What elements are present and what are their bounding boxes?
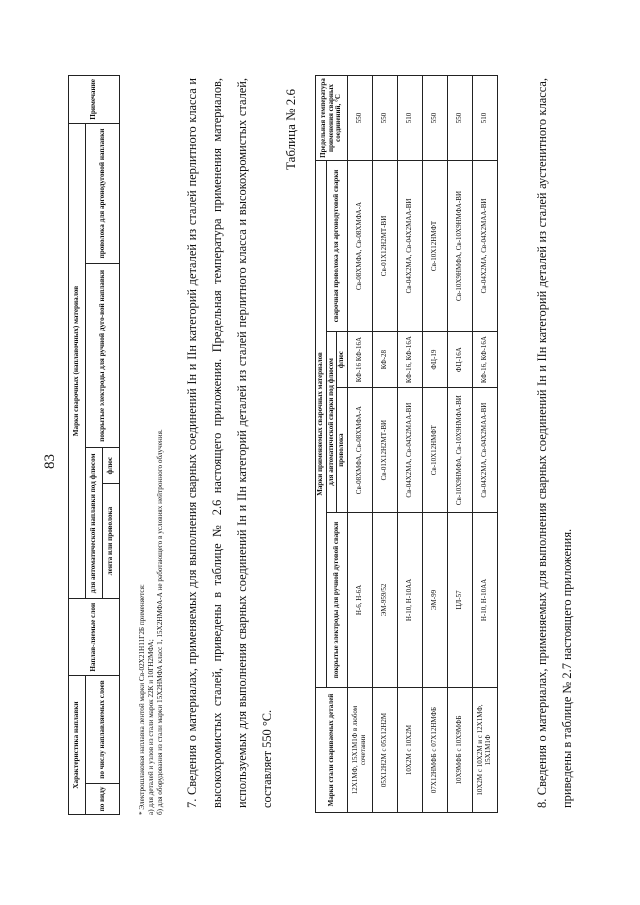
cell-argon: Св-08ХМФА, Св-08ХМФА-А [348, 161, 373, 332]
cell-steel: 10Х2М с 10Х2М и с 12Х1МФ, 15Х1М1Ф [473, 688, 498, 813]
cell-wire: Св-10Х9НМФА, Св-10Х9НМФА-ВИ [448, 388, 473, 513]
cell-steel: 05Х12Н2М с 05Х12Н2М [373, 688, 398, 813]
cell-temp: 510 [398, 76, 423, 161]
cell-wire: Св-01Х12Н2МТ-ВИ [373, 388, 398, 513]
surfacing-table [68, 75, 120, 815]
cell-steel: 10Х9МФБ с 10Х9МФБ [448, 688, 473, 813]
cell-temp: 550 [373, 76, 398, 161]
table-row [423, 76, 448, 813]
cell-argon: Св-04Х2МА, Св-04Х2МАА-ВИ [473, 161, 498, 332]
cell-temp: 550 [348, 76, 373, 161]
th-auto: для автоматической наплавки под флюсом [86, 448, 103, 599]
th-tape: лента или проволока [103, 483, 120, 599]
cell-flux: КФ-16 КФ-16А [348, 331, 373, 387]
table-notes [138, 75, 165, 815]
cell-argon: Св-01Х12Н2МТ-ВИ [373, 161, 398, 332]
th-flux: флюс [103, 448, 120, 483]
cell-electrodes: Н-10, Н-10АА [398, 512, 423, 687]
th-auto: для автоматической сварки под флюсом [326, 331, 337, 512]
table-row [373, 76, 398, 813]
paragraph-7: 7. Сведения о материалах, применяемых для выполнения сварных соединений Iн и IIн категорий деталей из сталей перлитного класса и высокохромистых сталей, приведены в таблице № 2.6 настоящего приложения. Предельная температура применения материалов, используемых для выполнения сварных соединений Iн и IIн категорий деталей из сталей перлитного класса и высокохромистых сталей, составляет 550 °С. [185, 78, 274, 808]
th-materials: Марки сварочных (наплавочных) материалов [69, 123, 86, 599]
page-number: 83 [42, 454, 58, 469]
cell-steel: 10Х2М с 10Х2М [398, 688, 423, 813]
th-steel: Марки стали свариваемых деталей [316, 688, 348, 813]
cell-argon: Св-10Х12НМФТ [423, 161, 448, 332]
th-argon: сварочная проволока для аргонодуговой сварки [326, 161, 347, 332]
cell-wire: Св-08ХМФА, Св-08ХМФА-А [348, 388, 373, 513]
cell-temp: 510 [473, 76, 498, 161]
welding-materials-table [315, 75, 498, 813]
cell-electrodes: Н-10, Н-10АА [473, 512, 498, 687]
paragraph-8: 8. Сведения о материалах, применяемых для выполнения сварных соединений Iн и IIн категорий деталей из сталей аустенитного класса, приведены в таблице № 2.7 настоящего приложения. [535, 78, 574, 808]
cell-electrodes: Н-6, Н-6А [348, 512, 373, 687]
cell-wire: Св-04Х2МА, Св-04Х2МАА-ВИ [398, 388, 423, 513]
table-caption: Таблица № 2.6 [283, 88, 298, 170]
cell-temp: 550 [448, 76, 473, 161]
table-row [448, 76, 473, 813]
cell-flux: КФ-16, КФ-16А [473, 331, 498, 387]
cell-electrodes: ЦЛ-57 [448, 512, 473, 687]
cell-flux: КФ-16, КФ-16А [398, 331, 423, 387]
th-flux: флюс [337, 331, 348, 387]
table-row [398, 76, 423, 813]
th-by-type: по виду [86, 783, 120, 814]
note-line: а) для деталей и узлов из стали марок 22К и 10ГН2МФА; [147, 639, 155, 815]
cell-argon: Св-10Х9НМФА, Св-10Х9НМФА-ВИ [448, 161, 473, 332]
th-electrodes: покрытые электроды для ручной дуго-вой наплавки [86, 264, 120, 448]
cell-temp: 550 [423, 76, 448, 161]
th-note: Примечание [69, 76, 120, 124]
th-by-layers: по числу наплавляемых слоев [86, 676, 120, 784]
th-materials: Марки применяемых сварочных материалов [316, 161, 327, 688]
cell-wire: Св-10Х12НМФТ [423, 388, 448, 513]
th-wire: проволока [337, 388, 348, 513]
cell-argon: Св-04Х2МА, Св-04Х2МАА-ВИ [398, 161, 423, 332]
cell-flux: КФ-28 [373, 331, 398, 387]
table-row [348, 76, 373, 813]
cell-flux: ФЦ-16А [448, 331, 473, 387]
cell-electrodes: ЭМ-959/52 [373, 512, 398, 687]
cell-electrodes: ЭМ-99 [423, 512, 448, 687]
th-characteristic: Характеристика наплавки [69, 676, 86, 815]
note-line: * Электрошлаковая наплавка лентой марки Св-02Х21Н11Г2Б применяется: [138, 584, 146, 815]
table-row [473, 76, 498, 813]
th-temp: Предельная температура применения сварных соединений, °С [316, 76, 348, 161]
th-electrodes: покрытые электроды для ручной дуговой сварки [326, 512, 347, 687]
th-wire: проволока для аргонодуговой наплавки [86, 123, 120, 263]
th-layers: Наплав-ляемые слои [69, 599, 120, 676]
cell-wire: Св-04Х2МА, Св-04Х2МАА-ВИ [473, 388, 498, 513]
cell-flux: ФЦ-19 [423, 331, 448, 387]
cell-steel: 12Х1МФ, 15Х1М1Ф в любом сочетании [348, 688, 373, 813]
note-line: б) для оборудования из стали марки 15Х2НМФА класс 1, 15Х2НМФА-А не работающего в условиях нейтронного облучения. [156, 429, 164, 815]
cell-steel: 07Х12НМФБ с 07Х12НМФБ [423, 688, 448, 813]
